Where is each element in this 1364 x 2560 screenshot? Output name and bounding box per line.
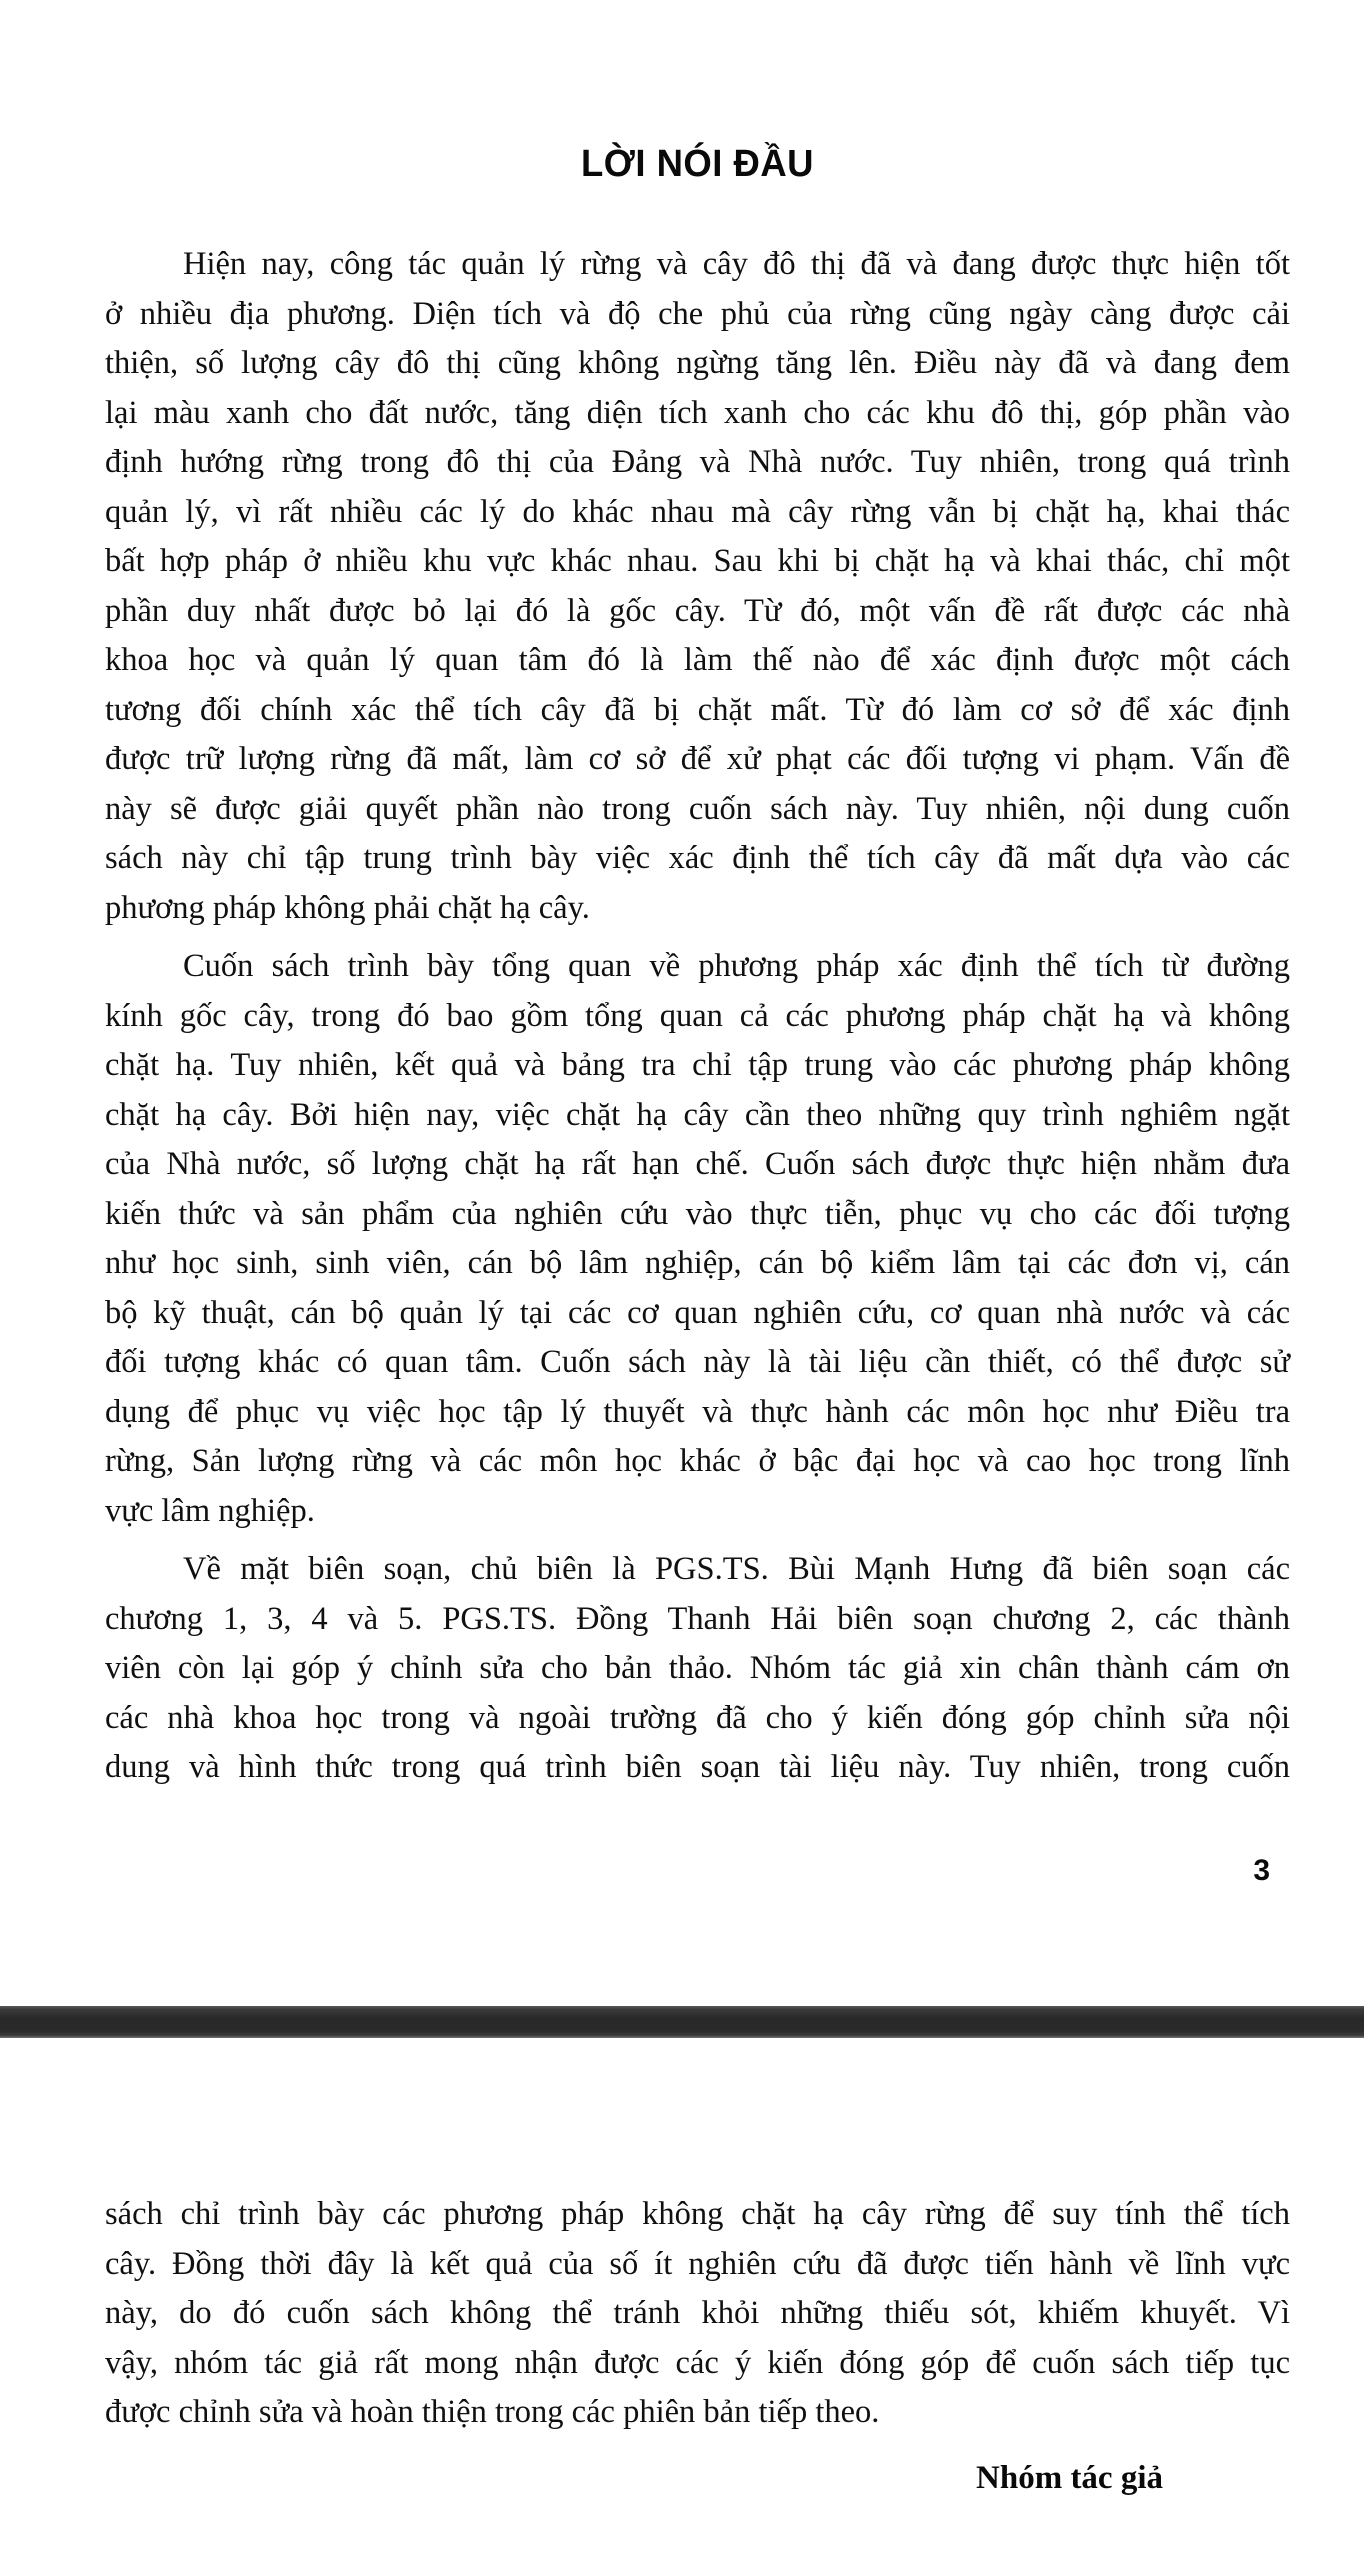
text-line: các nhà khoa học trong và ngoài trường đã cho ý kiến đóng góp chỉnh sửa nội <box>105 1699 1290 1736</box>
text-line: Về mặt biên soạn, chủ biên là PGS.TS. Bùi Mạnh Hưng đã biên soạn các <box>183 1551 1290 1587</box>
text-line: đối tượng khác có quan tâm. Cuốn sách này là tài liệu cần thiết, có thể được sử <box>105 1344 1290 1380</box>
text-line: chương 1, 3, 4 và 5. PGS.TS. Đồng Thanh Hải biên soạn chương 2, các thành <box>105 1600 1290 1637</box>
body-paragraph <box>105 942 1290 1536</box>
text-line: này, do đó cuốn sách không thể tránh khỏi những thiếu sót, khiếm khuyết. Vì <box>105 2295 1290 2331</box>
text-line: sách chỉ trình bày các phương pháp không chặt hạ cây rừng để suy tính thể tích <box>105 2196 1290 2232</box>
body-paragraph <box>105 2190 1290 2438</box>
body-paragraph <box>105 1545 1290 1793</box>
text-line: chặt hạ cây. Bởi hiện nay, việc chặt hạ cây cần theo những quy trình nghiêm ngặt <box>105 1096 1290 1133</box>
text-line: lại màu xanh cho đất nước, tăng diện tích xanh cho các khu đô thị, góp phần vào <box>105 394 1290 431</box>
page-separator <box>0 2006 1364 2038</box>
text-line: này sẽ được giải quyết phần nào trong cuốn sách này. Tuy nhiên, nội dung cuốn <box>105 790 1290 827</box>
text-line: như học sinh, sinh viên, cán bộ lâm nghiệp, cán bộ kiểm lâm tại các đơn vị, cán <box>105 1245 1290 1281</box>
page-number: 3 <box>1253 1854 1270 1887</box>
text-line: bộ kỹ thuật, cán bộ quản lý tại các cơ quan nghiên cứu, cơ quan nhà nước và các <box>105 1294 1290 1331</box>
page-title: LỜI NÓI ĐẦU <box>581 143 814 185</box>
text-line: được chỉnh sửa và hoàn thiện trong các phiên bản tiếp theo. <box>105 2394 880 2430</box>
text-line: phần duy nhất được bỏ lại đó là gốc cây. Từ đó, một vấn đề rất được các nhà <box>105 592 1290 629</box>
text-line: phương pháp không phải chặt hạ cây. <box>105 889 590 926</box>
body-paragraph <box>105 240 1290 933</box>
text-line: dung và hình thức trong quá trình biên soạn tài liệu này. Tuy nhiên, trong cuốn <box>105 1749 1290 1785</box>
text-line: được trữ lượng rừng đã mất, làm cơ sở để xử phạt các đối tượng vi phạm. Vấn đề <box>105 741 1290 777</box>
text-line: vực lâm nghiệp. <box>105 1492 315 1529</box>
text-line: định hướng rừng trong đô thị của Đảng và Nhà nước. Tuy nhiên, trong quá trình <box>105 444 1290 480</box>
text-line: kiến thức và sản phẩm của nghiên cứu vào thực tiễn, phục vụ cho các đối tượng <box>105 1195 1290 1232</box>
page-2-body <box>105 2190 1290 2500</box>
text-line: Cuốn sách trình bày tổng quan về phương pháp xác định thể tích từ đường <box>183 948 1290 984</box>
text-line: vậy, nhóm tác giả rất mong nhận được các ý kiến đóng góp để cuốn sách tiếp tục <box>105 2344 1290 2381</box>
author-signature: Nhóm tác giả <box>976 2459 1163 2496</box>
text-line: cây. Đồng thời đây là kết quả của số ít nghiên cứu đã được tiến hành về lĩnh vực <box>105 2245 1290 2282</box>
text-line: tương đối chính xác thể tích cây đã bị chặt mất. Từ đó làm cơ sở để xác định <box>105 691 1290 728</box>
text-line: của Nhà nước, số lượng chặt hạ rất hạn chế. Cuốn sách được thực hiện nhằm đưa <box>105 1146 1290 1182</box>
text-line: chặt hạ. Tuy nhiên, kết quả và bảng tra chỉ tập trung vào các phương pháp không <box>105 1047 1290 1083</box>
text-line: sách này chỉ tập trung trình bày việc xác định thể tích cây đã mất dựa vào các <box>105 840 1290 876</box>
text-line: bất hợp pháp ở nhiều khu vực khác nhau. Sau khi bị chặt hạ và khai thác, chỉ một <box>105 543 1290 579</box>
text-line: Hiện nay, công tác quản lý rừng và cây đô thị đã và đang được thực hiện tốt <box>183 246 1290 282</box>
text-line: viên còn lại góp ý chỉnh sửa cho bản thảo. Nhóm tác giả xin chân thành cám ơn <box>105 1650 1290 1686</box>
text-line: rừng, Sản lượng rừng và các môn học khác ở bậc đại học và cao học trong lĩnh <box>105 1443 1290 1479</box>
page-1-body <box>105 240 1290 1793</box>
text-line: thiện, số lượng cây đô thị cũng không ngừng tăng lên. Điều này đã và đang đem <box>105 345 1290 381</box>
text-line: khoa học và quản lý quan tâm đó là làm thế nào để xác định được một cách <box>105 642 1290 678</box>
document-page-2 <box>0 2038 1364 2560</box>
text-line: quản lý, vì rất nhiều các lý do khác nhau mà cây rừng vẫn bị chặt hạ, khai thác <box>105 493 1290 530</box>
text-line: ở nhiều địa phương. Diện tích và độ che phủ của rừng cũng ngày càng được cải <box>105 295 1290 332</box>
text-line: dụng để phục vụ việc học tập lý thuyết và thực hành các môn học như Điều tra <box>105 1393 1290 1430</box>
text-line: kính gốc cây, trong đó bao gồm tổng quan cả các phương pháp chặt hạ và không <box>105 997 1290 1034</box>
